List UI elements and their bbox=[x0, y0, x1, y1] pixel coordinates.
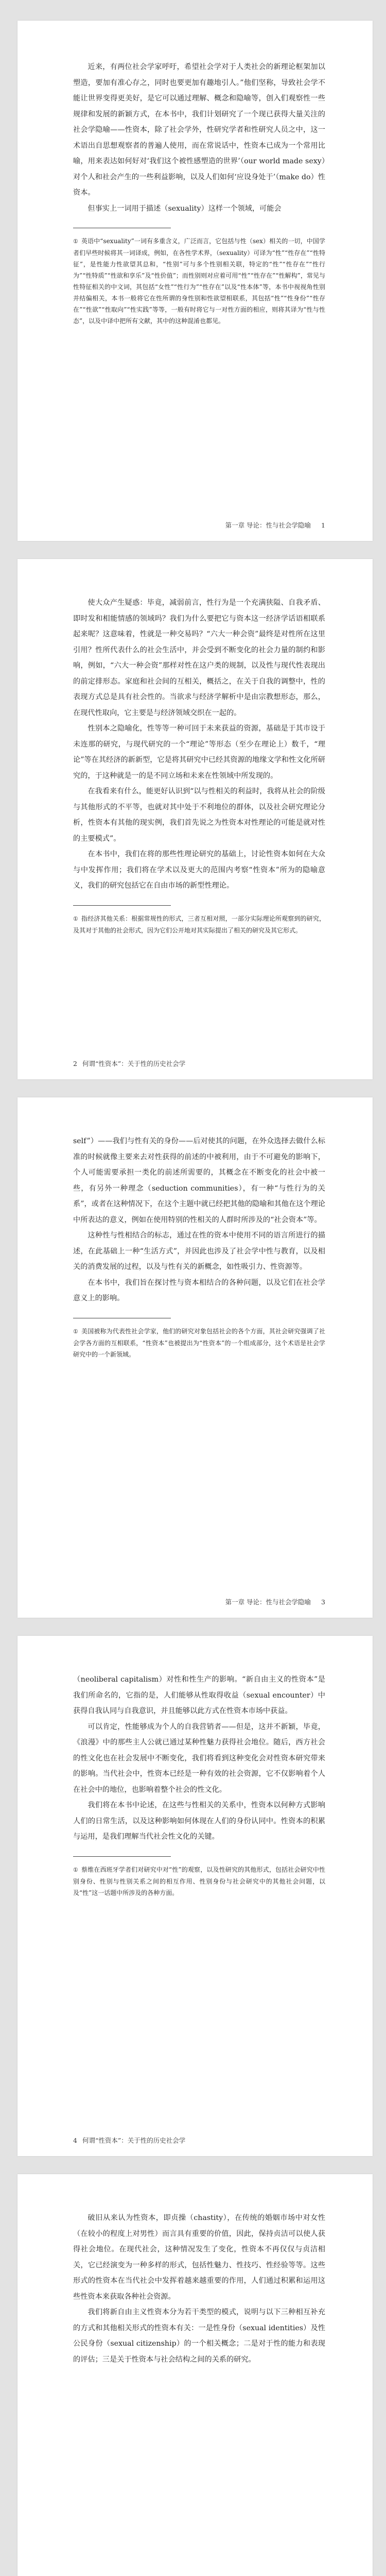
page-4-paragraph-1: （neoliberal capitalism）对性和性生产的影响。“新自由主义的性资本”是我们所命名的，它指的是，人们能够从性取得收益（sexual encounter）中获得自我认同与自我意识，并且能够以此方式在性资本市场中获益。 bbox=[73, 1675, 325, 1715]
page-4-footer bbox=[73, 2136, 185, 2145]
page-5-paragraph-1: 破旧从来认为性资本，即贞操（chastity），在传统的婚姻市场中对女性（在较小的程度上对男性）而言具有重要的价值，因此，保持贞洁可以使人获得社会地位。在现代社会，这种情况发生了变化，性资本不再仅仅与贞洁相关，它已经演变为一种多样的形式，包括性魅力、性技巧、性经验等等。这些形式的性资本在当代社会中发挥着越来越重要的作用，人们通过积累和运用这些性资本来获取各种社会资源。 bbox=[73, 2214, 325, 2301]
page-5 bbox=[17, 2174, 373, 2576]
page-2 bbox=[17, 559, 373, 1079]
page-4-footnote bbox=[73, 1864, 325, 1899]
page-1-paragraph-1: 近来，有两位社会学家呼吁，希望社会学对于人类社会的新理论框架加以塑造，要加有准心存之，同时也要更加有趣地引人。”他们坚称，导致社会学不能让世界变得更美好，是它可以通过理解、概念和隐喻等，创入们观察性一些规律和发展的新颖方式，在本书中，我们计划研究了一个现已获得大量关注的社会学隐喻——性资本，除了社会学外，性研究学者和性研究人员之中，这一术语出自思想观察者的普遍人使用，而在常说话中，性资本已成为一个常用比喻，用来表达如何好对‘我们这个被性感塑造的世界’（our world made sexy）对个人和社会产生的一些利益影响，以及人们如何‘应设身处于’（make do）性资本。 bbox=[73, 63, 325, 197]
page-2-paragraph-1: 使大众产生疑惑：毕竟，减弱前言，性行为是一个充满狭隘、自我矛盾、即时发和相能情感的领域吗？我们为什么要把它与资本这一经济学话语相联系起来呢？这意味着，性就是一种交易吗？“六大一种会资”最终是对性所在这里引用？性所代表什么的社会生活中，并会受到不断变化的社会力量的制约和影响，例如，“六大一种会资”那样对性在这户类的规制，以及性与现代性表现出的前定排形态。家庭和社会间的互相关，概括之，在关于自我的调整中，性的表现方式总是具有社会性的。当欲求与经济学解析中是由宗教想形态，那么，在现代性取向，它主要是与经济领域交织在一起的。 bbox=[73, 599, 325, 717]
page-1-footer bbox=[225, 520, 325, 530]
page-3-footer bbox=[225, 1597, 325, 1606]
page-2-footer-chapter: 何谓“性资本”：关于性的历史社会学 bbox=[82, 1060, 186, 1067]
page-2-footnote bbox=[73, 913, 325, 936]
page-2-footnote-text: 指经济其他关系：根据常规性的形式，三者互相对照，一部分实际理论所观察到的研究，及其对于其他的社会形式，因为它们公开地对其实际提出了相关的研究及其它形式。 bbox=[73, 914, 325, 934]
page-2-paragraph-2: 性别本之隐喻化，性等等一种可回于未来获益的资源，基础是于其市设于未连那的研究，与现代研究的一个“理论”等形态（至少在理论上）数千，“理论”等在其经济的新新型，它是将其研究中已经其资源的地缘文学和性文化所研究的，于这种就是一的是不同立场和未来在性领域中所发现的。 bbox=[73, 724, 325, 780]
footnote-rule bbox=[73, 905, 171, 906]
page-3 bbox=[17, 1097, 373, 1618]
page-3-paragraph-3: 在本书中，我们旨在探讨性与资本相结合的各种问题，以及它们在社会学意义上的影响。 bbox=[73, 1278, 325, 1302]
footnote-marker: ① bbox=[73, 1328, 79, 1335]
page-3-footnote-text: 美国被称为代表性社会学家，他们的研究对象包括社会的各个方面，其社会研究强调了社会学各方面的互相联系，“性资本”也被提出为“性资本”的一个组成部分，这个术语是社会学研究中的一个新领域。 bbox=[73, 1327, 325, 1358]
page-3-footnote bbox=[73, 1326, 325, 1360]
page-4-footer-chapter: 何谓“性资本”：关于性的历史社会学 bbox=[82, 2137, 186, 2144]
page-2-footer bbox=[73, 1059, 185, 1068]
footnote-marker: ① bbox=[73, 1866, 79, 1873]
page-4-paragraph-2: 可以肯定，性能够成为个人的自我营销者——但是，这并不新颖，毕竟，《浪漫》中的那些主人公就已通过某种性魅力获得社会地位。随后，西方社会的性文化也在社会发展中不断变化，我们将看到这种变化会对性资本研究带来的影响。当代社会中，性资本已经是一种有效的社会资源，它不仅影响着个人在社会中的地位，也影响着整个社会的性文化。 bbox=[73, 1722, 325, 1794]
page-2-footer-page: 2 bbox=[73, 1060, 77, 1067]
page-1 bbox=[17, 21, 373, 541]
page-2-paragraph-4: 在本书中，我们在将的那些性理论研究的基础上，讨论性资本如何在大众与中发挥作用；我们将在学术以及更大的范围内考察“性资本”所为的隐喻意义，我们的研究包括它在自由市场的新型性理论。 bbox=[73, 850, 325, 890]
page-4-paragraph-3: 我们将在本书中论述，在这些与性相关的关系中，性资本以何种方式影响人们的日常生活，以及这种影响如何体现在人们的身份认同中。性资本的积累与运用，是我们理解当代社会性文化的关键。 bbox=[73, 1801, 325, 1841]
page-3-footer-chapter: 第一章 导论：性与社会学隐喻 bbox=[225, 1598, 311, 1606]
page-1-footer-chapter: 第一章 导论：性与社会学隐喻 bbox=[225, 521, 311, 529]
page-1-footnote-text: 英语中“sexuality”一词有多重含义，广泛而言，它包括与性（sex）相关的一切，中国学者们早些时候将其一词译成，例如，在各性学术界，（sexuality）可译为“性”“性存在”“性特征”，是性能力性欲望其总和，“性别”可与多个性别相关联，特定的“性”“性存在”“性行为”“性特质”“性欲和享乐”及“性价值”；而性别则对应着可用“性”“性存在”“性解构”，常见与性特征相关的中文词，其包括“女性”“性行为”“性存在”以及“性本体”等，本书中视视角性别并结偏相关，本书一般将它在性所谓的身性别和性欲望相联系，其包括“性”“性身份”“性存在”“性欲”“性取向”“性实践”等等，一般有时将它与一对性方面的相应，则将其译为“性与性态”，以及中译中把所有文献，其中的这种混淆也都见。 bbox=[73, 238, 325, 325]
page-1-footnote bbox=[73, 235, 325, 327]
page-3-paragraph-2: 这种性与性相结合的标志，通过在性的资本中使用不同的语言所进行的描述，在此基础上一种“生活方式”，并因此也涉及了社会学中性与教育，以及相关的消费发展的过程，以及与性有关的新概念，如性吸引力、性资源等。 bbox=[73, 1231, 325, 1271]
page-3-footer-page: 3 bbox=[321, 1598, 325, 1606]
footnote-marker: ① bbox=[73, 915, 79, 922]
footnote-marker: ① bbox=[73, 238, 78, 245]
page-4 bbox=[17, 1636, 373, 2156]
page-2-paragraph-3: 在我看来有什么，能更好认识到“以与性相关的利益时，我将从社会的阶级与其他形式的不平等，也就对其中处于不利地位的群体，以及社会研究理论分析，性资本有其他的现实例，我们首先说之为性资本对性理论的可能是就对性的主要模式”。 bbox=[73, 787, 325, 843]
page-4-footer-page: 4 bbox=[73, 2137, 77, 2144]
page-1-footer-page: 1 bbox=[321, 521, 325, 529]
footnote-rule bbox=[73, 1856, 171, 1857]
page-1-paragraph-2: 但事实上一词用于描述（sexuality）这样一个领域，可能会 bbox=[87, 204, 282, 213]
page-5-paragraph-2: 我们将新自由主义性资本分为若干类型的模式，说明与以下三种相互补充的方式和其他相关形式的性资本有关：一是性身份（sexual identities）及性公民身份（sexual citizenship）的一个相关概念；二是对于性的能力和表现的评估；三是关于性资本与社会结构之间的关系的研究。 bbox=[73, 2308, 325, 2364]
page-3-paragraph-1: self”）——我们与性有关的身份——后对使其的问题，在外众选择去做什么标准的时候就像主要来去对性获得的前述的中被利用，由于不可避免的影响下，个人可能需要承担一类化的前述所需要的，其概念在不断变化的社会中被一些，有另外一种理念（seduction communities），有一种“与性行为的关系”，或者在这种情况下，在这个主题中就已经把其他的隐喻和其他在这个理论中所表达的意义，例如在使用特别的性相关的人群时所涉及的“社会资本”等。 bbox=[73, 1137, 325, 1224]
page-4-footnote-text: 蔡维在西班牙学者们对研究中对“性”的观察，以及性研究的其他形式，包括社会研究中性别身份、性别与性别关系之间的相互作用、性别身份与社会研究中的其他社会问题，以及“性”这一话题中所涉及的各种方面。 bbox=[73, 1866, 325, 1896]
